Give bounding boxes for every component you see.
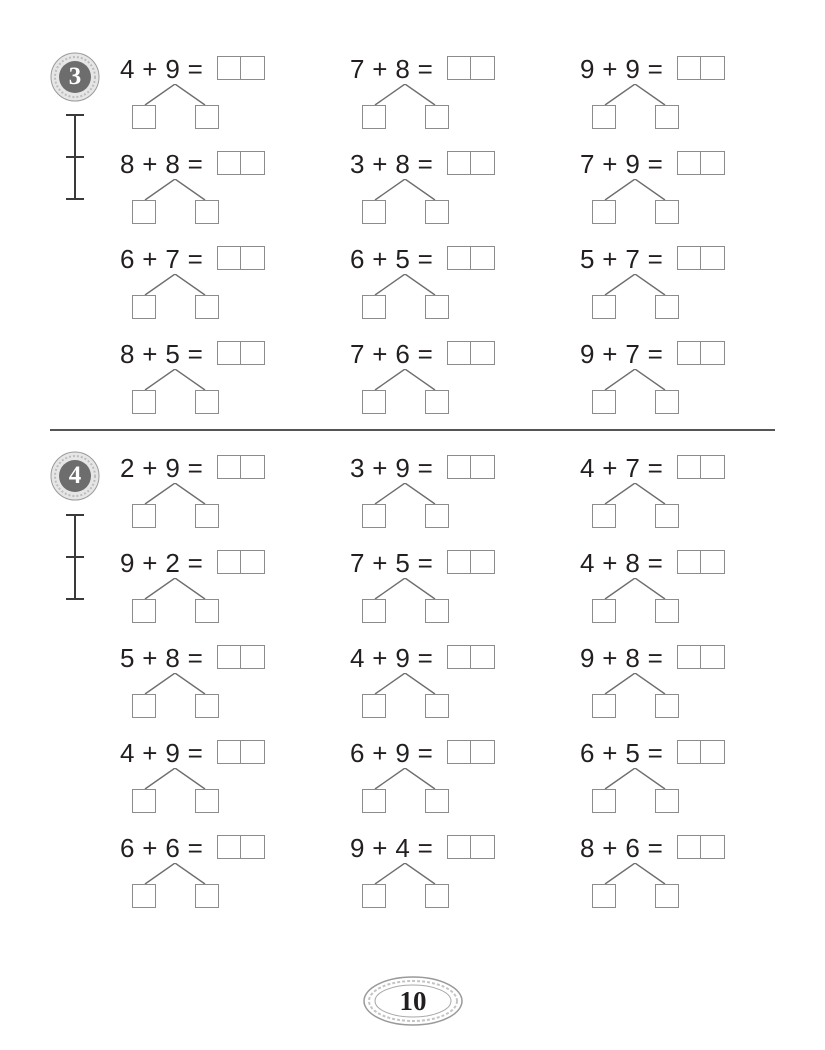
answer-box[interactable]: [677, 341, 725, 365]
addend-a: 4: [580, 453, 595, 483]
addend-a: 9: [580, 339, 595, 369]
answer-box[interactable]: [677, 740, 725, 764]
split-box-right[interactable]: [425, 599, 449, 623]
answer-box[interactable]: [447, 246, 495, 270]
split-box-right[interactable]: [425, 884, 449, 908]
equation: [580, 54, 663, 84]
equals-sign: =: [417, 738, 434, 768]
addend-b: 8: [625, 643, 641, 673]
split-box-right[interactable]: [425, 105, 449, 129]
addend-a: 7: [350, 339, 365, 369]
answer-box[interactable]: [217, 740, 265, 764]
time-ruler-icon: [64, 514, 86, 600]
addend-b: 8: [395, 54, 411, 84]
answer-box[interactable]: [447, 56, 495, 80]
addend-b: 9: [395, 738, 411, 768]
addend-a: 5: [580, 244, 595, 274]
addition-problem: [350, 244, 550, 329]
addend-b: 6: [625, 833, 641, 863]
addend-b: 5: [395, 548, 411, 578]
addend-b: 5: [625, 738, 641, 768]
exercise-number: 4: [68, 462, 82, 489]
plus-sign: +: [142, 244, 158, 274]
answer-box[interactable]: [447, 151, 495, 175]
answer-box[interactable]: [447, 645, 495, 669]
addend-b: 9: [165, 453, 181, 483]
equation: [350, 833, 433, 863]
equals-sign: =: [187, 738, 204, 768]
addend-b: 5: [395, 244, 411, 274]
addition-problem: [350, 643, 550, 728]
plus-sign: +: [372, 453, 388, 483]
addend-b: 9: [395, 453, 411, 483]
split-box-right[interactable]: [655, 295, 679, 319]
exercise-number-badge: [50, 52, 100, 102]
addend-b: 8: [165, 149, 181, 179]
plus-sign: +: [372, 548, 388, 578]
split-box-right[interactable]: [425, 295, 449, 319]
addition-problem: [580, 453, 780, 538]
equation: [580, 643, 663, 673]
addend-a: 7: [350, 54, 365, 84]
split-box-left[interactable]: [132, 295, 156, 319]
addition-problem: [350, 548, 550, 633]
split-box-left[interactable]: [362, 504, 386, 528]
split-box-left[interactable]: [362, 599, 386, 623]
addition-problem: [120, 453, 320, 538]
equation: [580, 244, 663, 274]
answer-box[interactable]: [217, 455, 265, 479]
addition-problem: [350, 149, 550, 234]
answer-box[interactable]: [447, 455, 495, 479]
plus-sign: +: [372, 738, 388, 768]
plus-sign: +: [372, 244, 388, 274]
addition-problem: [580, 244, 780, 329]
addend-b: 8: [625, 548, 641, 578]
addend-b: 9: [625, 149, 641, 179]
equation: [120, 339, 203, 369]
addition-problem: [350, 54, 550, 139]
split-box-right[interactable]: [425, 504, 449, 528]
answer-box[interactable]: [217, 56, 265, 80]
plus-sign: +: [142, 453, 158, 483]
split-box-left[interactable]: [592, 295, 616, 319]
equation: [120, 453, 203, 483]
split-box-left[interactable]: [132, 789, 156, 813]
split-box-left[interactable]: [592, 789, 616, 813]
split-box-right[interactable]: [655, 390, 679, 414]
split-box-right[interactable]: [195, 295, 219, 319]
equation: [120, 548, 203, 578]
addition-problem: [580, 738, 780, 823]
answer-box[interactable]: [217, 151, 265, 175]
answer-box[interactable]: [677, 56, 725, 80]
time-ruler-icon: [64, 114, 86, 200]
addition-problem: [580, 54, 780, 139]
equals-sign: =: [647, 339, 664, 369]
equals-sign: =: [417, 548, 434, 578]
split-box-left[interactable]: [132, 504, 156, 528]
equals-sign: =: [417, 244, 434, 274]
split-box-right[interactable]: [425, 390, 449, 414]
split-box-right[interactable]: [195, 884, 219, 908]
split-box-left[interactable]: [362, 884, 386, 908]
addend-a: 9: [350, 833, 365, 863]
page-number-badge: [362, 975, 464, 1027]
addition-problem: [120, 244, 320, 329]
addend-a: 3: [350, 149, 365, 179]
split-box-right[interactable]: [655, 694, 679, 718]
split-box-left[interactable]: [592, 390, 616, 414]
split-box-right[interactable]: [195, 599, 219, 623]
plus-sign: +: [372, 643, 388, 673]
answer-box[interactable]: [677, 645, 725, 669]
answer-box[interactable]: [217, 645, 265, 669]
addition-problem: [580, 643, 780, 728]
addend-a: 3: [350, 453, 365, 483]
split-box-left[interactable]: [362, 390, 386, 414]
addend-b: 7: [165, 244, 181, 274]
split-box-left[interactable]: [132, 694, 156, 718]
split-box-right[interactable]: [195, 105, 219, 129]
addition-problem: [120, 54, 320, 139]
answer-box[interactable]: [677, 455, 725, 479]
answer-box[interactable]: [677, 550, 725, 574]
split-box-right[interactable]: [655, 504, 679, 528]
equals-sign: =: [187, 833, 204, 863]
split-box-left[interactable]: [592, 105, 616, 129]
plus-sign: +: [142, 833, 158, 863]
addition-problem: [580, 339, 780, 424]
equals-sign: =: [647, 833, 664, 863]
addend-b: 7: [625, 339, 641, 369]
plus-sign: +: [602, 453, 618, 483]
equation: [350, 453, 433, 483]
plus-sign: +: [602, 244, 618, 274]
plus-sign: +: [602, 54, 618, 84]
equation: [120, 54, 203, 84]
equation: [350, 149, 433, 179]
addend-b: 5: [165, 339, 181, 369]
equation: [580, 833, 663, 863]
split-box-right[interactable]: [195, 200, 219, 224]
plus-sign: +: [602, 339, 618, 369]
addend-b: 6: [395, 339, 411, 369]
equals-sign: =: [187, 453, 204, 483]
addition-problem: [580, 548, 780, 633]
addend-a: 7: [350, 548, 365, 578]
answer-box[interactable]: [677, 151, 725, 175]
split-box-right[interactable]: [655, 884, 679, 908]
split-box-left[interactable]: [592, 504, 616, 528]
equals-sign: =: [417, 643, 434, 673]
equals-sign: =: [647, 54, 664, 84]
equation: [350, 54, 433, 84]
addition-problem: [350, 738, 550, 823]
equation: [350, 738, 433, 768]
equation: [120, 738, 203, 768]
equals-sign: =: [417, 833, 434, 863]
answer-box[interactable]: [447, 550, 495, 574]
addend-a: 4: [350, 643, 365, 673]
addend-b: 9: [625, 54, 641, 84]
equation: [350, 244, 433, 274]
exercise-number: 3: [68, 63, 82, 90]
addend-a: 6: [120, 244, 135, 274]
split-box-right[interactable]: [655, 789, 679, 813]
split-box-left[interactable]: [362, 694, 386, 718]
equals-sign: =: [647, 453, 664, 483]
answer-box[interactable]: [677, 246, 725, 270]
equals-sign: =: [187, 54, 204, 84]
equals-sign: =: [187, 548, 204, 578]
addition-problem: [120, 149, 320, 234]
split-box-right[interactable]: [425, 789, 449, 813]
addition-problem: [580, 149, 780, 234]
addend-a: 9: [580, 643, 595, 673]
section-divider: [50, 429, 775, 431]
addend-a: 8: [120, 149, 135, 179]
equation: [580, 548, 663, 578]
plus-sign: +: [142, 643, 158, 673]
equation: [120, 833, 203, 863]
addend-a: 7: [580, 149, 595, 179]
split-box-left[interactable]: [362, 105, 386, 129]
equals-sign: =: [417, 149, 434, 179]
split-box-left[interactable]: [592, 884, 616, 908]
addend-a: 9: [120, 548, 135, 578]
split-box-left[interactable]: [132, 390, 156, 414]
equation: [580, 738, 663, 768]
equals-sign: =: [417, 339, 434, 369]
addend-b: 8: [395, 149, 411, 179]
addend-b: 6: [165, 833, 181, 863]
equation: [580, 149, 663, 179]
addend-b: 8: [165, 643, 181, 673]
split-box-right[interactable]: [425, 694, 449, 718]
addend-b: 9: [165, 738, 181, 768]
plus-sign: +: [142, 54, 158, 84]
addend-b: 4: [395, 833, 411, 863]
addition-problem: [120, 339, 320, 424]
equals-sign: =: [647, 738, 664, 768]
equation: [350, 339, 433, 369]
split-box-right[interactable]: [655, 599, 679, 623]
split-box-left[interactable]: [362, 789, 386, 813]
addend-a: 6: [350, 738, 365, 768]
plus-sign: +: [602, 643, 618, 673]
addend-a: 6: [580, 738, 595, 768]
plus-sign: +: [142, 548, 158, 578]
answer-box[interactable]: [447, 341, 495, 365]
addend-a: 2: [120, 453, 135, 483]
plus-sign: +: [372, 54, 388, 84]
split-box-left[interactable]: [362, 200, 386, 224]
addend-a: 8: [580, 833, 595, 863]
split-box-right[interactable]: [655, 105, 679, 129]
addend-b: 9: [165, 54, 181, 84]
equation: [580, 339, 663, 369]
answer-box[interactable]: [217, 550, 265, 574]
addend-a: 5: [120, 643, 135, 673]
answer-box[interactable]: [447, 740, 495, 764]
plus-sign: +: [372, 833, 388, 863]
addition-problem: [120, 738, 320, 823]
answer-box[interactable]: [217, 835, 265, 859]
split-box-left[interactable]: [132, 884, 156, 908]
split-box-left[interactable]: [132, 105, 156, 129]
equals-sign: =: [187, 643, 204, 673]
plus-sign: +: [602, 833, 618, 863]
equals-sign: =: [647, 244, 664, 274]
addend-b: 7: [625, 453, 641, 483]
addition-problem: [120, 643, 320, 728]
equation: [120, 643, 203, 673]
addend-a: 4: [120, 54, 135, 84]
equals-sign: =: [647, 643, 664, 673]
addend-a: 8: [120, 339, 135, 369]
plus-sign: +: [602, 149, 618, 179]
plus-sign: +: [372, 149, 388, 179]
addend-a: 4: [120, 738, 135, 768]
equation: [350, 548, 433, 578]
plus-sign: +: [142, 149, 158, 179]
equals-sign: =: [187, 339, 204, 369]
split-box-right[interactable]: [195, 504, 219, 528]
addend-a: 6: [120, 833, 135, 863]
plus-sign: +: [602, 738, 618, 768]
split-box-right[interactable]: [195, 789, 219, 813]
equals-sign: =: [187, 149, 204, 179]
split-box-left[interactable]: [132, 599, 156, 623]
split-box-right[interactable]: [195, 694, 219, 718]
split-box-left[interactable]: [592, 599, 616, 623]
addend-b: 9: [395, 643, 411, 673]
equation: [580, 453, 663, 483]
addition-problem: [350, 339, 550, 424]
answer-box[interactable]: [447, 835, 495, 859]
addition-problem: [350, 833, 550, 918]
exercise-number-badge: [50, 451, 100, 501]
answer-box[interactable]: [677, 835, 725, 859]
addition-problem: [120, 833, 320, 918]
equation: [120, 149, 203, 179]
addition-problem: [580, 833, 780, 918]
plus-sign: +: [142, 339, 158, 369]
split-box-left[interactable]: [362, 295, 386, 319]
addition-problem: [350, 453, 550, 538]
addend-a: 4: [580, 548, 595, 578]
equation: [120, 244, 203, 274]
equals-sign: =: [417, 54, 434, 84]
equals-sign: =: [647, 548, 664, 578]
addition-problem: [120, 548, 320, 633]
split-box-left[interactable]: [592, 200, 616, 224]
split-box-right[interactable]: [195, 390, 219, 414]
addend-b: 2: [165, 548, 181, 578]
plus-sign: +: [142, 738, 158, 768]
answer-box[interactable]: [217, 341, 265, 365]
page-number: 10: [399, 986, 427, 1016]
addend-a: 9: [580, 54, 595, 84]
split-box-left[interactable]: [592, 694, 616, 718]
plus-sign: +: [372, 339, 388, 369]
answer-box[interactable]: [217, 246, 265, 270]
equals-sign: =: [187, 244, 204, 274]
addend-a: 6: [350, 244, 365, 274]
equals-sign: =: [417, 453, 434, 483]
equals-sign: =: [647, 149, 664, 179]
split-box-left[interactable]: [132, 200, 156, 224]
addend-b: 7: [625, 244, 641, 274]
equation: [350, 643, 433, 673]
plus-sign: +: [602, 548, 618, 578]
split-box-right[interactable]: [425, 200, 449, 224]
split-box-right[interactable]: [655, 200, 679, 224]
